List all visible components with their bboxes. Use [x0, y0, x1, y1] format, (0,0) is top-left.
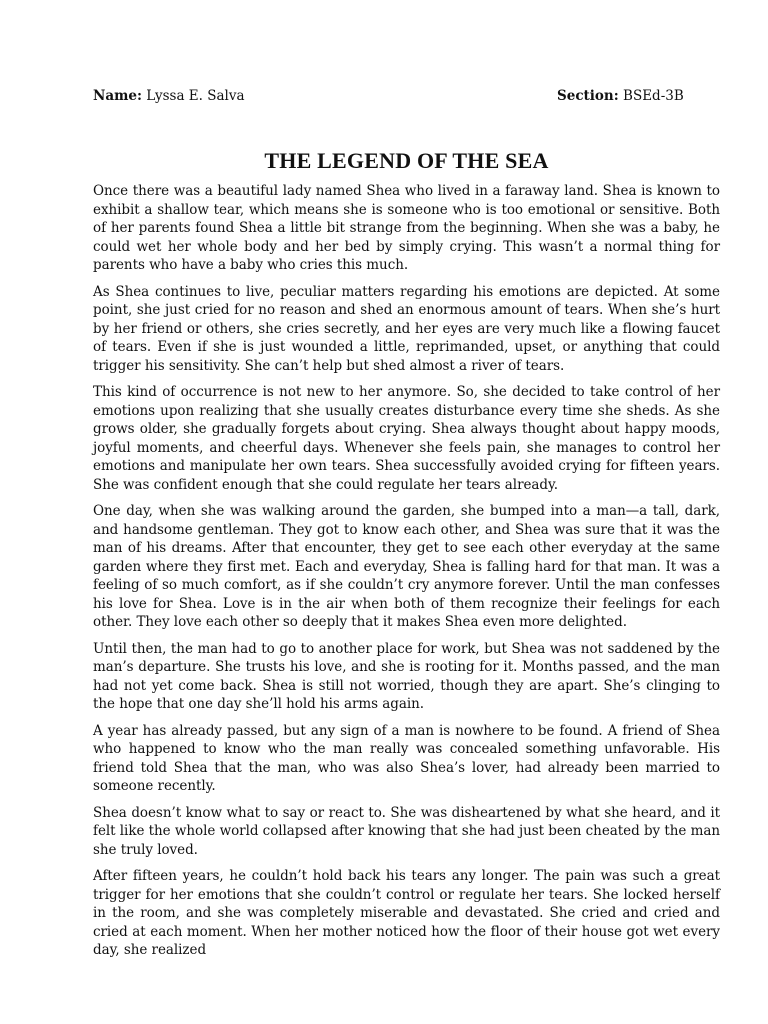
header-row — [93, 86, 720, 108]
document-title: THE LEGEND OF THE SEA — [264, 148, 549, 173]
section-label: Section: — [557, 88, 619, 104]
paragraph-8: After fifteen years, he couldn’t hold back his tears any longer. The pain was such a great trigger for her emotions that she couldn’t control or regulate her tears. She locked herself in the room, and she was completely miserable and devastated. She cried and cried and cried at each moment. When her mother noticed how the floor of their house got wet every day, she realized — [93, 868, 720, 958]
paragraph-5: Until then, the man had to go to another place for work, but Shea was not saddened by the man’s departure. She trusts his love, and she is rooting for it. Months passed, and the man had not yet come back. Shea is still not worried, though they are apart. She’s clinging to the hope that one day she’ll hold his arms again. — [93, 640, 720, 712]
student-name-field — [93, 86, 245, 106]
paragraph-7: Shea doesn’t know what to say or react to. She was disheartened by what she heard, and it felt like the whole world collapsed after knowing that she had just been cheated by the man she truly loved. — [93, 804, 720, 858]
paragraph-4: One day, when she was walking around the garden, she bumped into a man—a tall, dark, and handsome gentleman. They got to know each other, and Shea was sure that it was the man of his dreams. After that encounter, they get to see each other everyday at the same garden where they first met. Each and everyday, Shea is falling hard for that man. It was a feeling of so much comfort, as if she couldn’t cry anymore forever. Until the man confesses his love for Shea. Love is in the air when both of them recognize their feelings for each other. They love each other so deeply that it makes Shea even more delighted. — [93, 503, 720, 630]
section-value: BSEd-3B — [623, 88, 684, 104]
name-value: Lyssa E. Salva — [146, 88, 245, 104]
name-label: Name: — [93, 88, 142, 104]
paragraph-3: This kind of occurrence is not new to her anymore. So, she decided to take control of her emotions upon realizing that she usually creates disturbance every time she sheds. As she grows older, she gradually forgets about crying. Shea always thought about happy moods, joyful moments, and cheerful days. Whenever she feels pain, she manages to control her emotions and manipulate her own tears. Shea successfully avoided crying for fifteen years. She was confident enough that she could regulate her tears already. — [93, 384, 720, 493]
story-body — [93, 182, 720, 960]
section-field — [557, 86, 684, 106]
document-page — [93, 86, 720, 968]
paragraph-6: A year has already passed, but any sign of a man is nowhere to be found. A friend of Shea who happened to know who the man really was concealed something unfavorable. His friend told Shea that the man, who was also Shea’s lover, had already been married to someone recently. — [93, 722, 720, 794]
paragraph-2: As Shea continues to live, peculiar matters regarding his emotions are depicted. At some point, she just cried for no reason and shed an enormous amount of tears. When she’s hurt by her friend or others, she cries secretly, and her eyes are very much like a flowing faucet of tears. Even if she is just wounded a little, reprimanded, upset, or anything that could trigger his sensitivity. She can’t help but shed almost a river of tears. — [93, 283, 720, 374]
paragraph-1: Once there was a beautiful lady named Shea who lived in a faraway land. Shea is known to exhibit a shallow tear, which means she is someone who is too emotional or sensitive. Both of her parents found Shea a little bit strange from the beginning. When she was a baby, he could wet her whole body and her bed by simply crying. This wasn’t a normal thing for parents who have a baby who cries this much. — [93, 183, 720, 273]
